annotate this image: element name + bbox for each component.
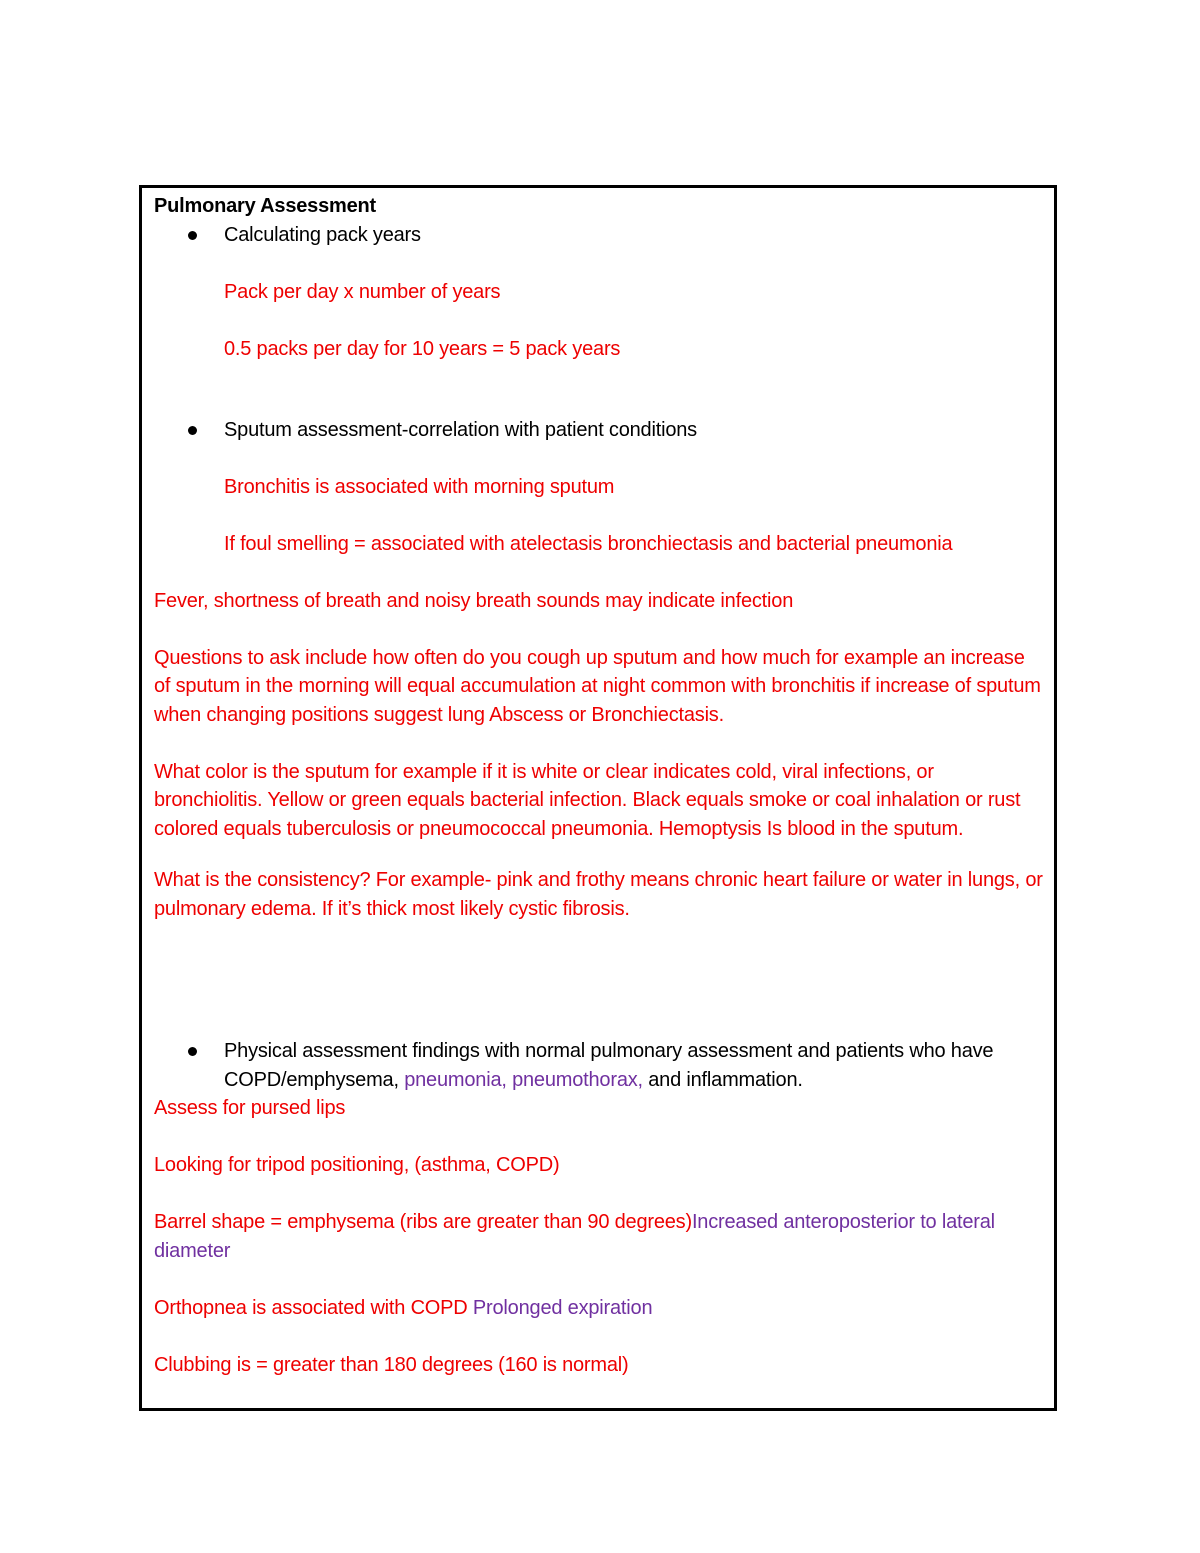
- pack-example: 0.5 packs per day for 10 years = 5 pack years: [224, 337, 621, 360]
- bronchitis-note: Bronchitis is associated with morning sputum: [224, 475, 615, 498]
- questions-paragraph: Questions to ask include how often do you cough up sputum and how much for example an increase of sputum in the morning will equal accumulation at night common with bronchitis if increase of sputum when changing positions suggest lung Abscess or Bronchiectasis.: [154, 646, 1041, 726]
- orthopnea-text: Orthopnea is associated with COPD: [154, 1296, 473, 1319]
- tripod-note: Looking for tripod positioning, (asthma, COPD): [154, 1154, 560, 1176]
- sputum-color-paragraph: What color is the sputum for example if it is white or clear indicates cold, viral infections, or bronchiolitis. Yellow or green equals bacterial infection. Black equals smoke or coal inhalation or rust colored equals tuberculosis or pneumococcal pneumonia. Hemoptysis Is blood in the sputum.: [154, 760, 1021, 840]
- bullet-text-end: and inflammation.: [642, 1068, 803, 1091]
- bullet-text-conditions: pneumonia, pneumothorax,: [404, 1068, 643, 1091]
- bullet-icon: [188, 426, 197, 435]
- content-box: [139, 185, 1057, 1411]
- clubbing-note: Clubbing is = greater than 180 degrees (160 is normal): [154, 1353, 629, 1376]
- bullet-text: Physical assessment findings with normal pulmonary assessment and patients who have COPD/emphysema,: [224, 1040, 994, 1091]
- foul-smelling-note: If foul smelling = associated with atelectasis bronchiectasis and bacterial pneumonia: [224, 532, 953, 555]
- page-title: Pulmonary Assessment: [154, 195, 377, 217]
- bullet-text: Calculating pack years: [224, 223, 421, 246]
- bullet-icon: [188, 231, 197, 240]
- pack-formula: Pack per day x number of years: [224, 280, 501, 303]
- consistency-paragraph: What is the consistency? For example- pink and frothy means chronic heart failure or water in lungs, or pulmonary edema. If it’s thick most likely cystic fibrosis.: [154, 869, 1043, 920]
- list-item-pack-years: [154, 221, 1044, 250]
- pursed-lips-note: Assess for pursed lips: [154, 1097, 346, 1119]
- list-item-sputum: [154, 416, 1044, 445]
- list-item-physical-assessment: [154, 1037, 1044, 1094]
- fever-note: Fever, shortness of breath and noisy breath sounds may indicate infection: [154, 589, 794, 612]
- bullet-text: Sputum assessment-correlation with patient conditions: [224, 418, 697, 441]
- barrel-shape-text: Barrel shape = emphysema (ribs are greater than 90 degrees): [154, 1211, 692, 1233]
- prolonged-expiration-text: Prolonged expiration: [472, 1296, 653, 1319]
- bullet-icon: [188, 1047, 197, 1056]
- orthopnea-note: [154, 1294, 1044, 1323]
- anteroposterior-text: Increased anteroposterior to lateral diameter: [154, 1211, 995, 1262]
- barrel-shape-note: [154, 1208, 1044, 1265]
- document-content: [154, 192, 1044, 1379]
